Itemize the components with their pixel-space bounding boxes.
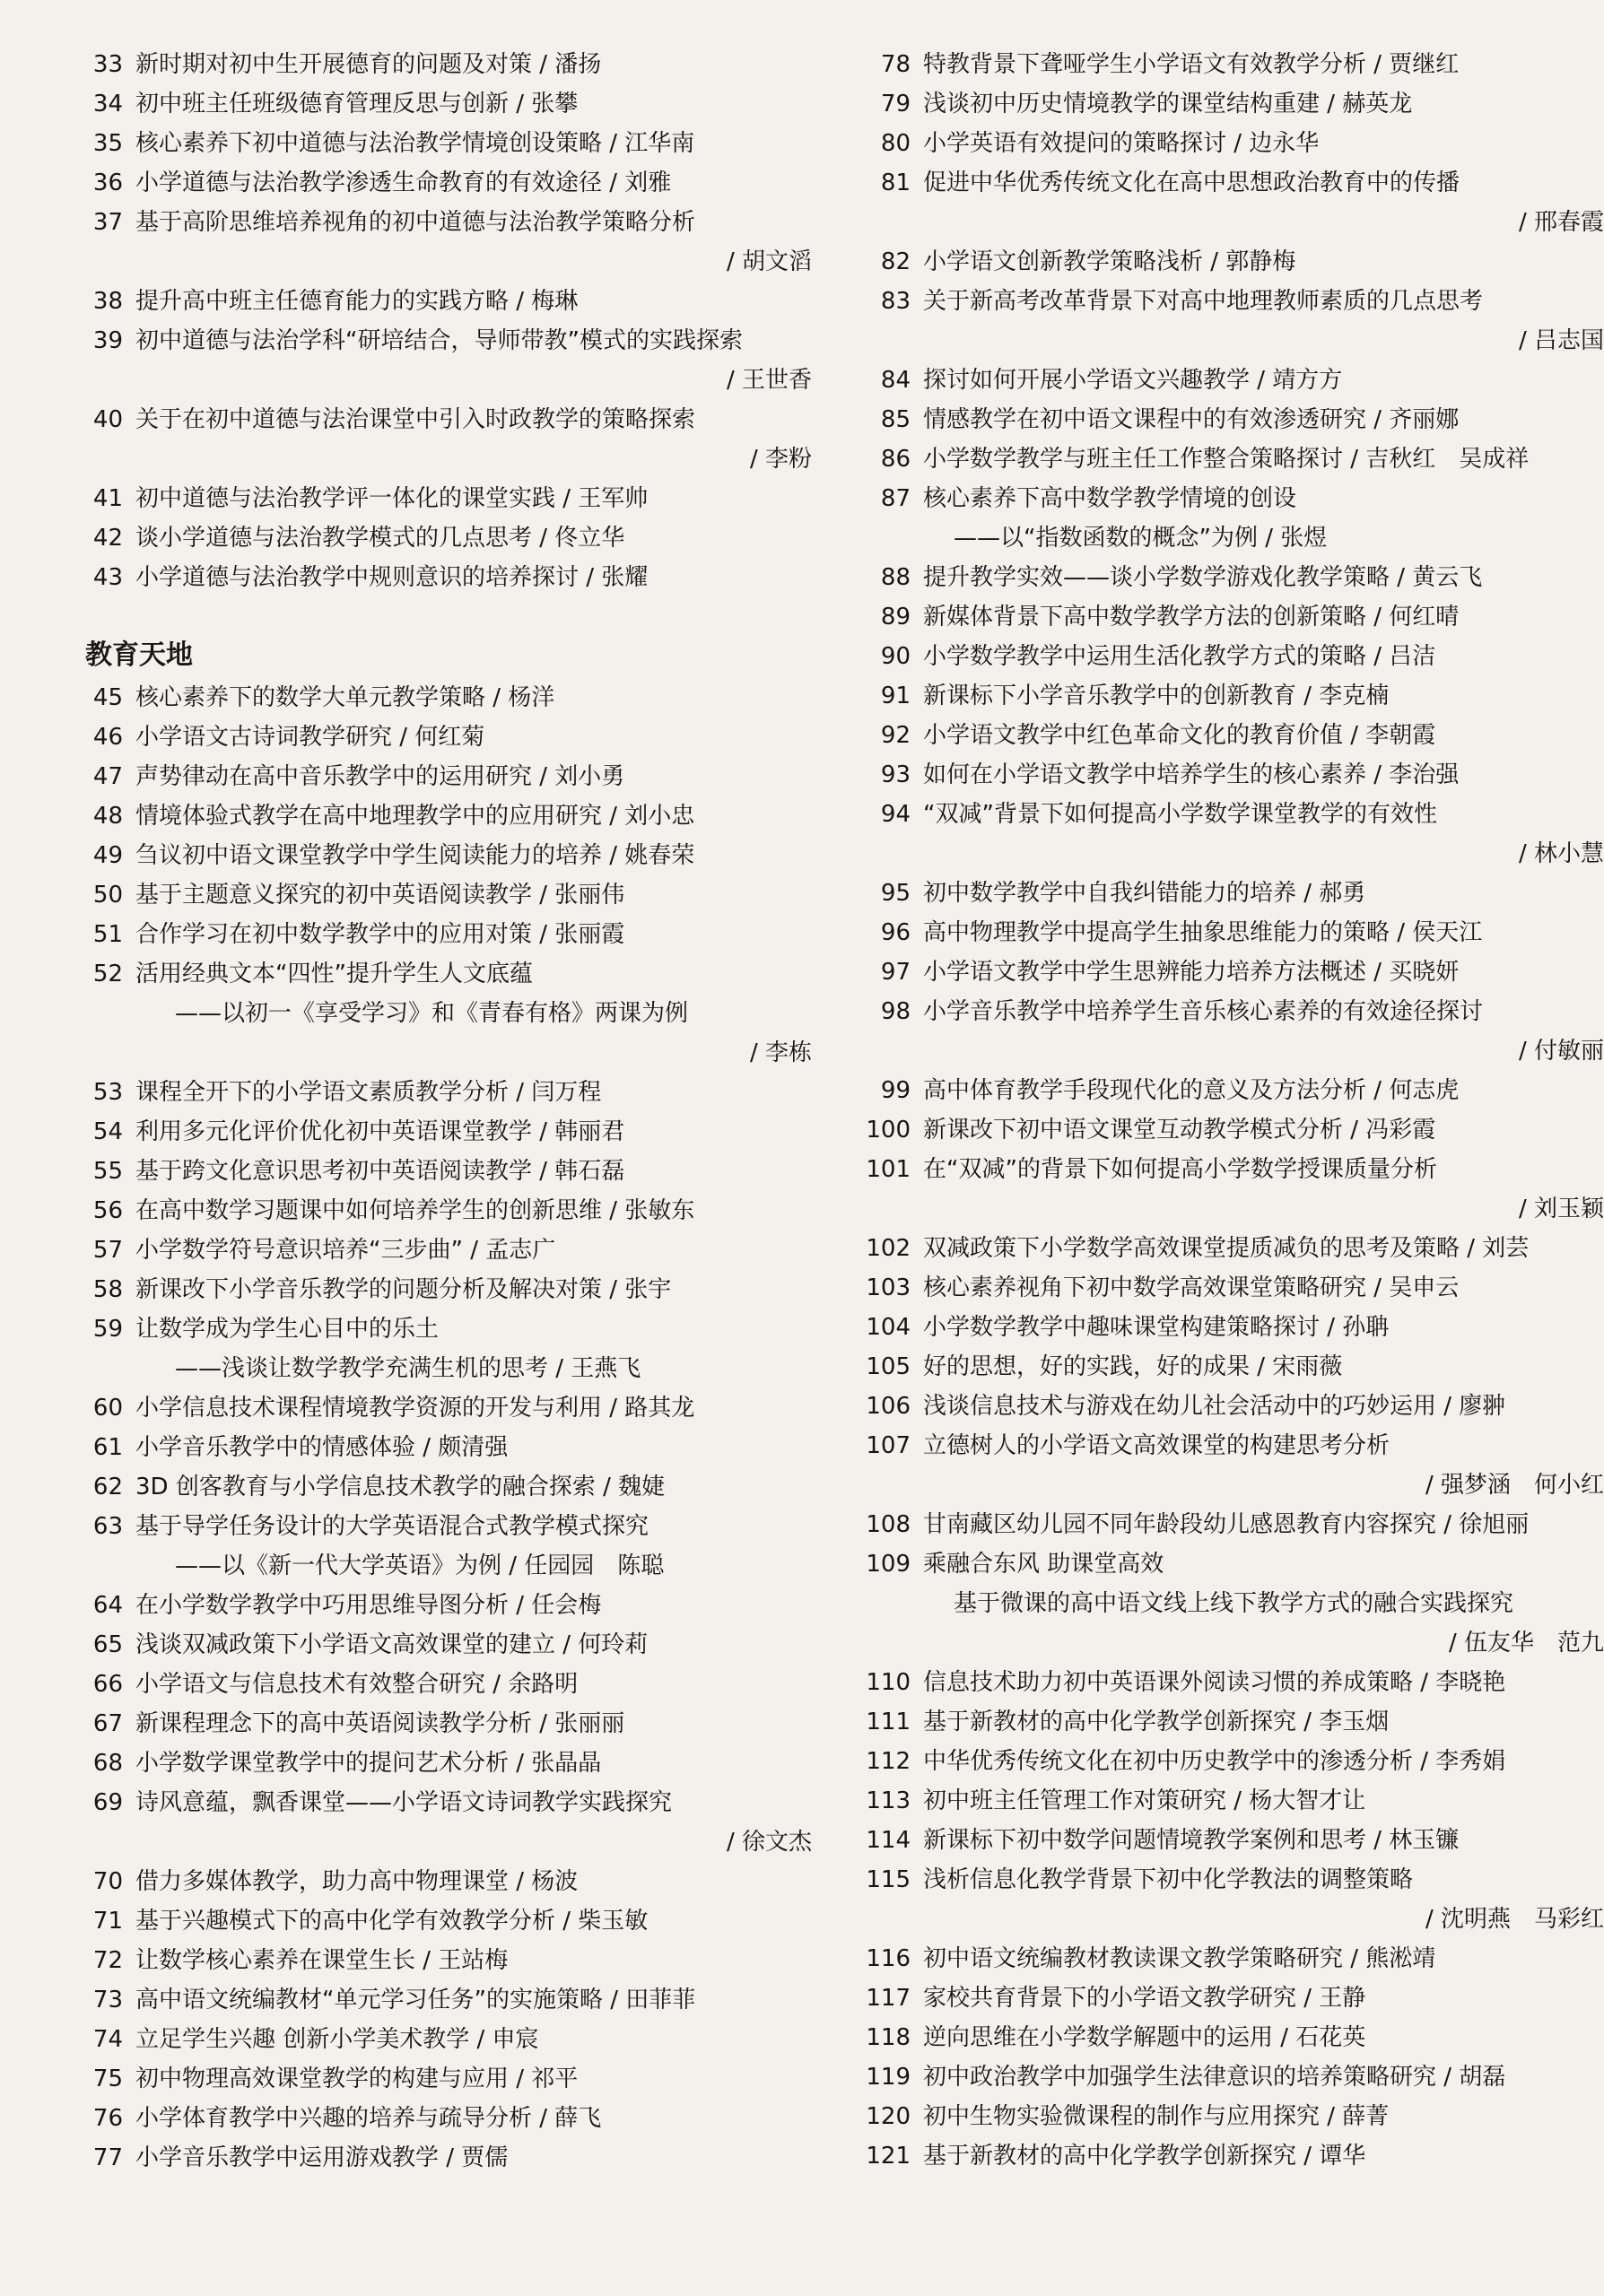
toc-entry — [864, 1347, 1604, 1387]
contents-list-right — [864, 45, 1604, 2176]
toc-entry — [85, 915, 821, 954]
toc-entry — [85, 203, 821, 282]
entry-number: 39 — [92, 327, 123, 354]
entry-title: 初中班主任管理工作对策研究 / 杨大智才让 — [923, 1787, 1366, 1814]
entry-title: 立德树人的小学语文高效课堂的构建思考分析 — [923, 1432, 1390, 1459]
entry-title: 初中语文统编教材教读课文教学策略研究 / 熊淞靖 — [923, 1945, 1436, 1972]
entry-title: 小学数学符号意识培养“三步曲” / 孟志广 — [135, 1237, 556, 1264]
entry-number: 96 — [880, 919, 911, 946]
entry-author: / 刘玉颖 — [1518, 1196, 1604, 1222]
entry-title: 小学道德与法治教学渗透生命教育的有效途径 / 刘雅 — [135, 170, 672, 196]
entry-title: 小学语文教学中红色革命文化的教育价值 / 李朝霞 — [923, 722, 1436, 749]
entry-title: 新时期对初中生开展德育的问题及对策 / 潘扬 — [135, 51, 602, 78]
right-column — [864, 45, 1604, 2176]
entry-title: 小学音乐教学中运用游戏教学 / 贾儒 — [135, 2144, 509, 2171]
entry-number: 74 — [92, 2026, 123, 2053]
entry-number: 76 — [92, 2105, 123, 2132]
entry-title: 初中数学教学中自我纠错能力的培养 / 郝勇 — [923, 880, 1366, 907]
entry-title: 初中物理高效课堂教学的构建与应用 / 祁平 — [135, 2066, 579, 2092]
toc-entry — [864, 1663, 1604, 1702]
entry-author: / 胡文滔 — [726, 248, 812, 275]
entry-number: 72 — [92, 1947, 123, 1974]
entry-title: 在高中数学习题课中如何培养学生的创新思维 / 张敏东 — [135, 1197, 695, 1224]
entry-number: 34 — [92, 91, 123, 117]
entry-title: 新课标下初中数学问题情境教学案例和思考 / 林玉镰 — [923, 1827, 1460, 1854]
entry-author: / 李粉 — [749, 446, 812, 473]
entry-subtitle: ——以《新一代大学英语》为例 / 任园园 陈聪 — [175, 1552, 665, 1579]
toc-entry — [864, 1544, 1604, 1663]
entry-number: 82 — [880, 248, 911, 275]
entry-title: 提升教学实效——谈小学数学游戏化教学策略 / 黄云飞 — [923, 564, 1483, 591]
toc-entry — [85, 1231, 821, 1270]
entry-number: 48 — [92, 803, 123, 830]
entry-title: 浅谈初中历史情境教学的课堂结构重建 / 赫英龙 — [923, 91, 1413, 117]
entry-number: 42 — [92, 525, 123, 552]
entry-number: 88 — [880, 564, 911, 591]
entry-number: 66 — [92, 1671, 123, 1698]
entry-number: 62 — [92, 1474, 123, 1500]
entry-title: 家校共育背景下的小学语文教学研究 / 王静 — [923, 1985, 1366, 2012]
entry-title: 特教背景下聋哑学生小学语文有效教学分析 / 贾继红 — [923, 51, 1460, 78]
toc-entry — [864, 755, 1604, 795]
toc-entry — [864, 558, 1604, 597]
entry-number: 46 — [92, 724, 123, 751]
entry-title: 甘南藏区幼儿园不同年龄段幼儿感恩教育内容探究 / 徐旭丽 — [923, 1511, 1530, 1538]
entry-number: 81 — [880, 170, 911, 196]
toc-entry — [85, 1625, 821, 1665]
entry-title: 小学数学课堂教学中的提问艺术分析 / 张晶晶 — [135, 1750, 602, 1777]
entry-number: 87 — [880, 485, 911, 512]
toc-entry — [85, 718, 821, 757]
entry-title: 基于兴趣模式下的高中化学有效教学分析 / 柴玉敏 — [135, 1908, 649, 1935]
toc-entry — [85, 2059, 821, 2099]
entry-title: 中华优秀传统文化在初中历史教学中的渗透分析 / 李秀娟 — [923, 1748, 1506, 1775]
toc-entry — [85, 1980, 821, 2020]
entry-author: / 沈明燕 马彩红 — [1425, 1906, 1604, 1933]
toc-entry — [864, 2057, 1604, 2097]
toc-entry — [864, 124, 1604, 163]
entry-title: 核心素养视角下初中数学高效课堂策略研究 / 吴申云 — [923, 1274, 1460, 1301]
entry-number: 85 — [880, 406, 911, 433]
entry-number: 43 — [92, 564, 123, 591]
toc-entry — [85, 796, 821, 836]
toc-entry — [864, 1071, 1604, 1110]
entry-title: 在小学数学教学中巧用思维导图分析 / 任会梅 — [135, 1592, 602, 1619]
entry-number: 90 — [880, 643, 911, 670]
entry-number: 50 — [92, 882, 123, 909]
entry-number: 38 — [92, 288, 123, 315]
entry-number: 97 — [880, 959, 911, 986]
section-heading: 教育天地 — [85, 639, 193, 671]
toc-entry — [85, 1309, 821, 1388]
toc-entry — [85, 1507, 821, 1586]
toc-entry — [864, 716, 1604, 755]
entry-title: 新课改下初中语文课堂互动教学模式分析 / 冯彩霞 — [923, 1117, 1436, 1144]
entry-title: 探讨如何开展小学语文兴趣教学 / 靖方方 — [923, 367, 1343, 394]
entry-number: 99 — [880, 1077, 911, 1104]
toc-entry — [864, 1781, 1604, 1821]
entry-number: 102 — [866, 1235, 911, 1262]
entry-title: 初中道德与法治学科“研培结合，导师带教”模式的实践探索 — [135, 327, 743, 354]
entry-author: / 吕志国 — [1518, 327, 1604, 354]
toc-entry — [864, 874, 1604, 913]
entry-number: 64 — [92, 1592, 123, 1619]
entry-title: 情感教学在初中语文课程中的有效渗透研究 / 齐丽娜 — [923, 406, 1460, 433]
entry-number: 92 — [880, 722, 911, 749]
toc-entry — [864, 282, 1604, 361]
entry-number: 56 — [92, 1197, 123, 1224]
entry-number: 69 — [92, 1789, 123, 1816]
entry-title: 小学数学教学中运用生活化教学方式的策略 / 吕洁 — [923, 643, 1436, 670]
toc-entry — [85, 1665, 821, 1704]
toc-entry — [85, 84, 821, 124]
entry-title: 刍议初中语文课堂教学中学生阅读能力的培养 / 姚春荣 — [135, 842, 695, 869]
entry-title: 信息技术助力初中英语课外阅读习惯的养成策略 / 李晓艳 — [923, 1669, 1506, 1696]
entry-title: 初中政治教学中加强学生法律意识的培养策略研究 / 胡磊 — [923, 2064, 1506, 2091]
entry-number: 36 — [92, 170, 123, 196]
entry-number: 100 — [866, 1117, 911, 1144]
entry-number: 118 — [866, 2024, 911, 2051]
entry-number: 79 — [880, 91, 911, 117]
entry-title: 小学道德与法治教学中规则意识的培养探讨 / 张耀 — [135, 564, 649, 591]
entry-number: 107 — [866, 1432, 911, 1459]
entry-number: 105 — [866, 1353, 911, 1380]
entry-title: 基于新教材的高中化学教学创新探究 / 谭华 — [923, 2143, 1366, 2170]
toc-entry — [864, 242, 1604, 282]
entry-number: 53 — [92, 1079, 123, 1106]
entry-title: 关于在初中道德与法治课堂中引入时政教学的策略探索 — [135, 406, 696, 433]
toc-entry — [864, 163, 1604, 242]
toc-entry — [864, 400, 1604, 439]
toc-entry — [85, 400, 821, 479]
entry-title: 双减政策下小学数学高效课堂提质减负的思考及策略 / 刘芸 — [923, 1235, 1530, 1262]
toc-entry — [864, 439, 1604, 479]
entry-author: / 付敏丽 — [1518, 1038, 1604, 1065]
entry-number: 58 — [92, 1276, 123, 1303]
entry-number: 80 — [880, 130, 911, 157]
toc-entry — [85, 1388, 821, 1428]
entry-title: 好的思想，好的实践，好的成果 / 宋雨薇 — [923, 1353, 1343, 1380]
entry-title: 小学数学教学与班主任工作整合策略探讨 / 吉秋红 吴成祥 — [923, 446, 1530, 473]
entry-number: 101 — [866, 1156, 911, 1183]
entry-title: 3D 创客教育与小学信息技术教学的融合探索 / 魏婕 — [135, 1474, 666, 1500]
entry-number: 54 — [92, 1118, 123, 1145]
entry-number: 115 — [866, 1866, 911, 1893]
entry-title: 小学语文与信息技术有效整合研究 / 余路明 — [135, 1671, 579, 1698]
entry-number: 70 — [92, 1868, 123, 1895]
toc-entry — [85, 1862, 821, 1901]
entry-title: 初中生物实验微课程的制作与应用探究 / 薛菁 — [923, 2103, 1390, 2130]
entry-number: 112 — [866, 1748, 911, 1775]
entry-number: 117 — [866, 1985, 911, 2012]
toc-entry — [864, 1308, 1604, 1347]
toc-entry — [864, 2018, 1604, 2057]
toc-entry — [864, 2136, 1604, 2176]
entry-title: 借力多媒体教学，助力高中物理课堂 / 杨波 — [135, 1868, 579, 1895]
toc-entry — [85, 558, 821, 597]
toc-entry — [864, 1702, 1604, 1742]
entry-title: 小学语文创新教学策略浅析 / 郭静梅 — [923, 248, 1296, 275]
toc-entry — [85, 1191, 821, 1231]
entry-title: 浅析信息化教学背景下初中化学教法的调整策略 — [923, 1866, 1414, 1893]
entry-number: 119 — [866, 2064, 911, 2091]
entry-number: 33 — [92, 51, 123, 78]
toc-entry — [85, 321, 821, 400]
entry-title: 浅谈双减政策下小学语文高效课堂的建立 / 何玲莉 — [135, 1631, 649, 1658]
toc-entry — [864, 597, 1604, 637]
toc-entry — [864, 1505, 1604, 1544]
contents-list-upper — [85, 45, 821, 597]
entry-number: 47 — [92, 763, 123, 790]
entry-number: 114 — [866, 1827, 911, 1854]
toc-entry — [864, 1860, 1604, 1939]
toc-entry — [85, 1744, 821, 1783]
entry-number: 84 — [880, 367, 911, 394]
entry-title: 基于跨文化意识思考初中英语阅读教学 / 韩石磊 — [135, 1158, 625, 1185]
entry-subtitle: ——浅谈让数学教学充满生机的思考 / 王燕飞 — [175, 1355, 641, 1382]
toc-entry — [85, 45, 821, 84]
entry-number: 104 — [866, 1314, 911, 1341]
entry-title: 基于高阶思维培养视角的初中道德与法治教学策略分析 — [135, 209, 696, 236]
entry-title: 高中物理教学中提高学生抽象思维能力的策略 / 侯天江 — [923, 919, 1483, 946]
toc-entry — [864, 992, 1604, 1071]
entry-title: 合作学习在初中数学教学中的应用对策 / 张丽霞 — [135, 921, 625, 948]
toc-entry — [85, 163, 821, 203]
toc-entry — [85, 1901, 821, 1941]
toc-entry — [85, 2020, 821, 2059]
left-column — [85, 45, 821, 2178]
toc-entry — [85, 1783, 821, 1862]
toc-entry — [864, 1268, 1604, 1308]
toc-entry — [85, 479, 821, 518]
entry-number: 73 — [92, 1987, 123, 2013]
toc-entry — [85, 2099, 821, 2138]
toc-entry — [864, 1821, 1604, 1860]
entry-number: 89 — [880, 604, 911, 631]
toc-entry — [85, 1152, 821, 1191]
entry-author: / 邢春霞 — [1518, 209, 1604, 236]
entry-title: 课程全开下的小学语文素质教学分析 / 闫万程 — [135, 1079, 602, 1106]
entry-title: 浅谈信息技术与游戏在幼儿社会活动中的巧妙运用 / 廖翀 — [923, 1393, 1506, 1420]
entry-title: 初中班主任班级德育管理反思与创新 / 张攀 — [135, 91, 579, 117]
entry-title: 小学数学教学中趣味课堂构建策略探讨 / 孙聃 — [923, 1314, 1390, 1341]
entry-title: 初中道德与法治教学评一体化的课堂实践 / 王军帅 — [135, 485, 649, 512]
entry-number: 37 — [92, 209, 123, 236]
entry-author: / 强梦涵 何小红 — [1425, 1472, 1604, 1499]
toc-entry — [85, 1428, 821, 1467]
entry-title: 让数学成为学生心目中的乐土 — [135, 1316, 440, 1343]
toc-entry — [864, 1387, 1604, 1426]
contents-list-education — [85, 678, 821, 2178]
entry-title: “双减”背景下如何提高小学数学课堂教学的有效性 — [923, 801, 1437, 828]
entry-title: 小学英语有效提问的策略探讨 / 边永华 — [923, 130, 1320, 157]
entry-number: 116 — [866, 1945, 911, 1972]
entry-title: 核心素养下高中数学教学情境的创设 — [923, 485, 1297, 512]
toc-entry — [864, 2097, 1604, 2136]
entry-title: 关于新高考改革背景下对高中地理教师素质的几点思考 — [923, 288, 1484, 315]
toc-entry — [85, 282, 821, 321]
entry-number: 68 — [92, 1750, 123, 1777]
entry-title: 新课标下小学音乐教学中的创新教育 / 李克楠 — [923, 683, 1390, 709]
entry-number: 103 — [866, 1274, 911, 1301]
toc-entry — [864, 1742, 1604, 1781]
entry-subtitle: 基于微课的高中语文线上线下教学方式的融合实践探究 — [954, 1590, 1514, 1617]
entry-number: 106 — [866, 1393, 911, 1420]
toc-entry — [85, 757, 821, 796]
entry-number: 113 — [866, 1787, 911, 1814]
toc-entry — [864, 637, 1604, 676]
entry-number: 78 — [880, 51, 911, 78]
entry-title: 基于新教材的高中化学教学创新探究 / 李玉烟 — [923, 1709, 1390, 1735]
toc-entry — [864, 795, 1604, 874]
entry-number: 121 — [866, 2143, 911, 2170]
entry-number: 61 — [92, 1434, 123, 1461]
toc-entry — [85, 1467, 821, 1507]
toc-entry — [85, 836, 821, 875]
toc-entry — [85, 1270, 821, 1309]
entry-author: / 伍友华 范九 — [1448, 1630, 1604, 1657]
entry-title: 如何在小学语文教学中培养学生的核心素养 / 李治强 — [923, 761, 1460, 788]
entry-number: 83 — [880, 288, 911, 315]
toc-entry — [864, 913, 1604, 952]
toc-entry — [864, 676, 1604, 716]
toc-entry — [85, 1073, 821, 1112]
entry-number: 40 — [92, 406, 123, 433]
entry-title: 谈小学道德与法治教学模式的几点思考 / 佟立华 — [135, 525, 625, 552]
entry-title: 高中语文统编教材“单元学习任务”的实施策略 / 田菲菲 — [135, 1987, 696, 2013]
toc-entry — [864, 1150, 1604, 1229]
entry-title: 新媒体背景下高中数学教学方法的创新策略 / 何红晴 — [923, 604, 1460, 631]
entry-title: 小学信息技术课程情境教学资源的开发与利用 / 路其龙 — [135, 1395, 695, 1422]
toc-entry — [864, 84, 1604, 124]
entry-number: 55 — [92, 1158, 123, 1185]
entry-number: 75 — [92, 2066, 123, 2092]
entry-title: 小学音乐教学中的情感体验 / 颇清强 — [135, 1434, 509, 1461]
entry-number: 65 — [92, 1631, 123, 1658]
entry-title: 立足学生兴趣 创新小学美术教学 / 申宸 — [135, 2026, 539, 2053]
toc-entry — [85, 2138, 821, 2178]
toc-entry — [85, 124, 821, 163]
entry-number: 98 — [880, 998, 911, 1025]
toc-entry — [864, 45, 1604, 84]
entry-number: 120 — [866, 2103, 911, 2130]
entry-title: 小学体育教学中兴趣的培养与疏导分析 / 薛飞 — [135, 2105, 602, 2132]
entry-number: 49 — [92, 842, 123, 869]
entry-title: 基于导学任务设计的大学英语混合式教学模式探究 — [135, 1513, 649, 1540]
entry-title: 小学音乐教学中培养学生音乐核心素养的有效途径探讨 — [923, 998, 1484, 1025]
entry-title: 小学语文教学中学生思辨能力培养方法概述 / 买晓妍 — [923, 959, 1460, 986]
toc-entry — [85, 1704, 821, 1744]
toc-entry — [864, 361, 1604, 400]
toc-entry — [864, 1229, 1604, 1268]
toc-entry — [85, 875, 821, 915]
entry-title: 利用多元化评价优化初中英语课堂教学 / 韩丽君 — [135, 1118, 625, 1145]
toc-entry — [85, 518, 821, 558]
entry-author: / 林小慧 — [1518, 840, 1604, 867]
toc-entry — [864, 1979, 1604, 2018]
entry-number: 41 — [92, 485, 123, 512]
entry-title: 高中体育教学手段现代化的意义及方法分析 / 何志虎 — [923, 1077, 1460, 1104]
entry-author: / 李栋 — [749, 1039, 812, 1066]
toc-entry — [85, 954, 821, 1073]
entry-title: 促进中华优秀传统文化在高中思想政治教育中的传播 — [923, 170, 1460, 196]
entry-number: 94 — [880, 801, 911, 828]
entry-number: 108 — [866, 1511, 911, 1538]
entry-title: 核心素养下的数学大单元教学策略 / 杨洋 — [135, 684, 555, 711]
entry-title: 活用经典文本“四性”提升学生人文底蕴 — [135, 961, 533, 987]
entry-number: 45 — [92, 684, 123, 711]
entry-number: 52 — [92, 961, 123, 987]
toc-entry — [864, 479, 1604, 558]
entry-number: 57 — [92, 1237, 123, 1264]
entry-title: 让数学核心素养在课堂生长 / 王站梅 — [135, 1947, 509, 1974]
entry-title: 小学语文古诗词教学研究 / 何红菊 — [135, 724, 485, 751]
entry-title: 基于主题意义探究的初中英语阅读教学 / 张丽伟 — [135, 882, 625, 909]
toc-entry — [864, 1110, 1604, 1150]
entry-number: 59 — [92, 1316, 123, 1343]
entry-number: 60 — [92, 1395, 123, 1422]
entry-number: 86 — [880, 446, 911, 473]
toc-entry — [864, 952, 1604, 992]
entry-author: / 王世香 — [726, 367, 812, 394]
entry-title: 情境体验式教学在高中地理教学中的应用研究 / 刘小忠 — [135, 803, 695, 830]
entry-number: 35 — [92, 130, 123, 157]
toc-entry — [85, 1586, 821, 1625]
entry-title: 在“双减”的背景下如何提高小学数学授课质量分析 — [923, 1156, 1437, 1183]
entry-number: 93 — [880, 761, 911, 788]
entry-author: / 徐文杰 — [726, 1829, 812, 1856]
toc-entry — [864, 1939, 1604, 1979]
entry-subtitle: ——以初一《享受学习》和《青春有格》两课为例 — [175, 1000, 689, 1027]
entry-number: 91 — [880, 683, 911, 709]
entry-title: 新课改下小学音乐教学的问题分析及解决对策 / 张宇 — [135, 1276, 672, 1303]
entry-number: 95 — [880, 880, 911, 907]
entry-subtitle: ——以“指数函数的概念”为例 / 张煜 — [954, 525, 1328, 552]
entry-number: 111 — [866, 1709, 911, 1735]
entry-number: 51 — [92, 921, 123, 948]
entry-number: 67 — [92, 1710, 123, 1737]
entry-title: 核心素养下初中道德与法治教学情境创设策略 / 江华南 — [135, 130, 695, 157]
entry-number: 77 — [92, 2144, 123, 2171]
entry-title: 诗风意蕴，飘香课堂——小学语文诗词教学实践探究 — [135, 1789, 673, 1816]
entry-title: 新课程理念下的高中英语阅读教学分析 / 张丽丽 — [135, 1710, 625, 1737]
entry-number: 63 — [92, 1513, 123, 1540]
entry-number: 110 — [866, 1669, 911, 1696]
entry-title: 声势律动在高中音乐教学中的运用研究 / 刘小勇 — [135, 763, 625, 790]
toc-entry — [864, 1426, 1604, 1505]
entry-title: 逆向思维在小学数学解题中的运用 / 石花英 — [923, 2024, 1366, 2051]
entry-number: 71 — [92, 1908, 123, 1935]
toc-entry — [85, 1941, 821, 1980]
toc-entry — [85, 678, 821, 718]
entry-title: 提升高中班主任德育能力的实践方略 / 梅琳 — [135, 288, 579, 315]
entry-title: 乘融合东风 助课堂高效 — [923, 1551, 1164, 1578]
toc-entry — [85, 1112, 821, 1152]
entry-number: 109 — [866, 1551, 911, 1578]
